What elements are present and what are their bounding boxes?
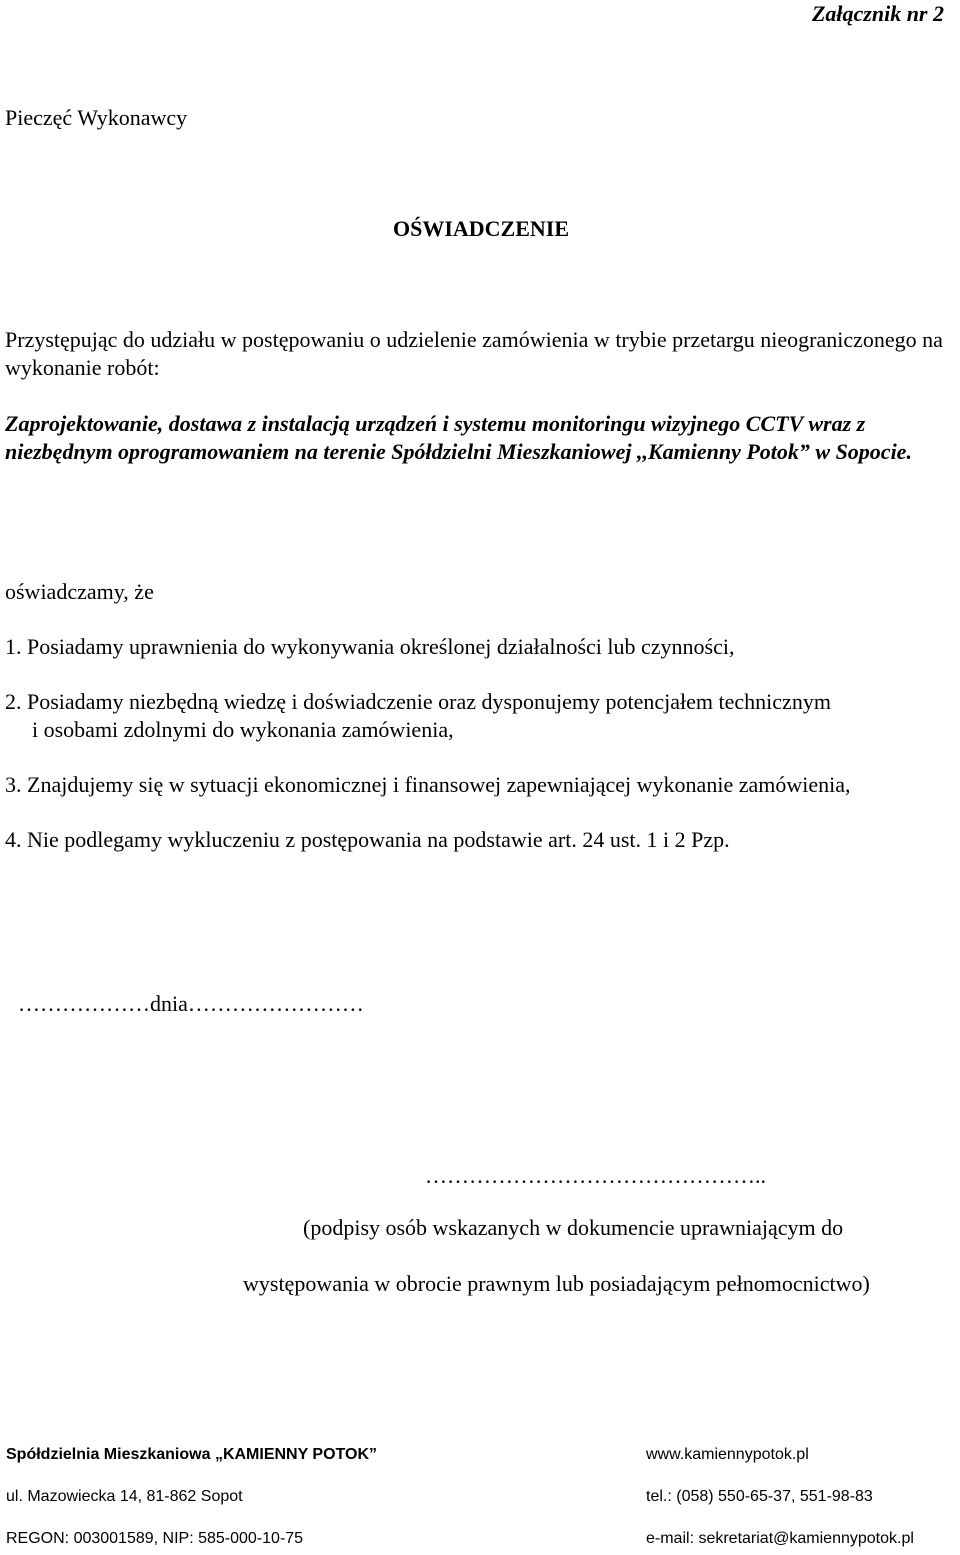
signature-caption: występowania w obrocie prawnym lub posiadającym pełnomocnictwo): [243, 1271, 870, 1296]
procurement-subject: Zaprojektowanie, dostawa z instalacją urządzeń i systemu monitoringu wizyjnego CCTV wraz z niezbędnym oprogramowaniem na terenie Spółdzielni Mieszkaniowej ,,Kamienny Potok” w Sopocie.: [5, 411, 912, 464]
footer-row: [0, 1487, 960, 1509]
declaration-item: 2. Posiadamy niezbędną wiedzę i doświadczenie oraz dysponujemy potencjałem technicznym: [5, 689, 831, 714]
footer-row: [0, 1445, 960, 1467]
annex-label: Załącznik nr 2: [811, 1, 944, 26]
contractor-stamp-label: Pieczęć Wykonawcy: [5, 105, 188, 130]
signature-caption: (podpisy osób wskazanych w dokumencie uprawniającym do: [303, 1215, 844, 1240]
letterhead-footer: [0, 1445, 960, 1555]
declaration-item-continuation: i osobami zdolnymi do wykonania zamówienia,: [32, 717, 454, 742]
footer-address: ul. Mazowiecka 14, 81-862 Sopot: [6, 1488, 243, 1505]
footer-registry-ids: REGON: 003001589, NIP: 585-000-10-75: [6, 1530, 304, 1547]
footer-email: e-mail: sekretariat@kamiennypotok.pl: [646, 1530, 914, 1547]
footer-row: [0, 1529, 960, 1551]
intro-paragraph: Przystępując do udziału w postępowaniu o udzielenie zamówienia w trybie przetargu nieograniczonego na wykonanie robót:: [5, 327, 943, 380]
declaration-item: 1. Posiadamy uprawnienia do wykonywania określonej działalności lub czynności,: [5, 634, 735, 659]
declaration-item: 3. Znajdujemy się w sytuacji ekonomicznej i finansowej zapewniającej wykonanie zamówienia,: [5, 772, 851, 797]
footer-org-name: Spółdzielnia Mieszkaniowa „KAMIENNY POTOK”: [6, 1446, 378, 1463]
footer-phone: tel.: (058) 550-65-37, 551-98-83: [646, 1488, 873, 1505]
footer-website: www.kamiennypotok.pl: [646, 1446, 809, 1463]
document-title: OŚWIADCZENIE: [392, 216, 570, 241]
date-field-line: ………………dnia……………………: [18, 991, 364, 1016]
declaration-lead: oświadczamy, że: [5, 579, 154, 604]
signature-line: ………………………………………..: [425, 1163, 766, 1188]
declaration-item: 4. Nie podlegamy wykluczeniu z postępowania na podstawie art. 24 ust. 1 i 2 Pzp.: [5, 827, 730, 852]
